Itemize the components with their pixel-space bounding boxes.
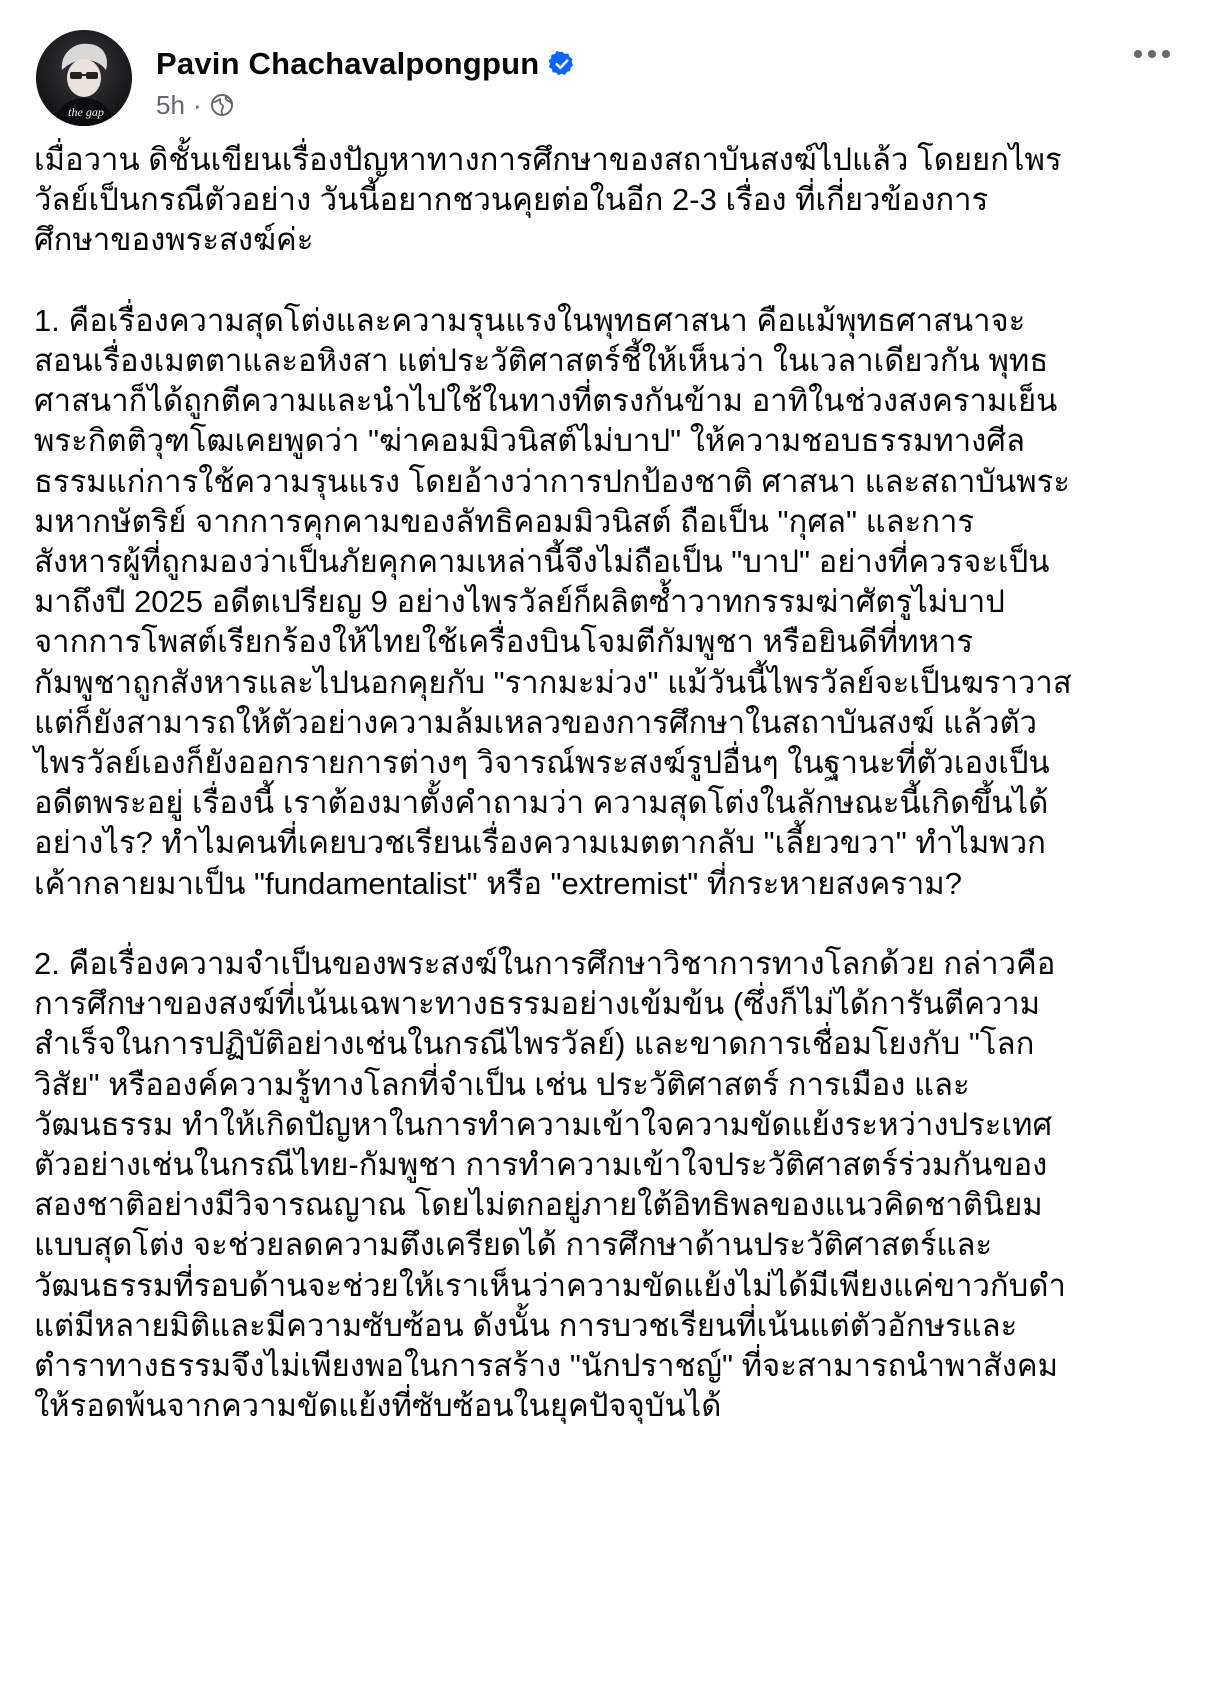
text-line: ตำราทางธรรมจึงไม่เพียงพอในการสร้าง "นักปราชญ์" ที่จะสามารถนำพาสังคม (34, 1348, 1059, 1384)
text-line: จากการโพสต์เรียกร้องให้ไทยใช้เครื่องบินโจมตีกัมพูชา หรือยินดีที่ทหาร (34, 624, 974, 660)
text-line: สองชาติอย่างมีวิจารณญาณ โดยไม่ตกอยู่ภายใต้อิทธิพลของแนวคิดชาตินิยม (34, 1187, 1043, 1223)
text-line: วัลย์เป็นกรณีตัวอย่าง วันนี้อยากชวนคุยต่อในอีก 2-3 เรื่อง ที่เกี่ยวข้องการ (34, 182, 989, 218)
text-line: ให้รอดพ้นจากความขัดแย้งที่ซับซ้อนในยุคปัจจุบันได้ (34, 1388, 722, 1424)
text-line: มหากษัตริย์ จากการคุกคามของลัทธิคอมมิวนิสต์ ถือเป็น "กุศล" และการ (34, 503, 975, 539)
text-line: ธรรมแก่การใช้ความรุนแรง โดยอ้างว่าการปกป้องชาติ ศาสนา และสถาบันพระ (34, 463, 1070, 499)
text-line: แต่ก็ยังสามารถให้ตัวอย่างความล้มเหลวของการศึกษาในสถาบันสงฆ์ แล้วตัว (34, 704, 1038, 740)
text-line: สอนเรื่องเมตตาและอหิงสา แต่ประวัติศาสตร์ชี้ให้เห็นว่า ในเวลาเดียวกัน พุทธ (34, 343, 1049, 378)
paragraph-point-2 (34, 944, 1184, 1426)
text-line: 1. คือเรื่องความสุดโต่งและความรุนแรงในพุทธศาสนา คือแม้พุทธศาสนาจะ (34, 302, 1026, 338)
text-line: อดีตพระอยู่ เรื่องนี้ เราต้องมาตั้งคำถามว่า ความสุดโต่งในลักษณะนี้เกิดขึ้นได้ (34, 785, 1049, 821)
text-line: มาถึงปี 2025 อดีตเปรียญ 9 อย่างไพรวัลย์ก็ผลิตซ้ำวาทกรรมฆ่าศัตรูไม่บาป (34, 584, 1005, 620)
text-line: เมื่อวาน ดิชั้นเขียนเรื่องปัญหาทางการศึกษาของสถาบันสงฆ์ไปแล้ว โดยยกไพร (34, 142, 1062, 177)
post-meta (156, 90, 234, 120)
text-line: 2. คือเรื่องความจำเป็นของพระสงฆ์ในการศึกษาวิชาการทางโลกด้วย กล่าวคือ (34, 946, 1056, 982)
text-line: สำเร็จในการปฏิบัติอย่างเช่นในกรณีไพรวัลย์) และขาดการเชื่อมโยงกับ "โลก (34, 1026, 1035, 1062)
text-line: ศึกษาของพระสงฆ์ค่ะ (34, 222, 314, 258)
avatar-caption: the gap (68, 105, 104, 119)
text-line: อย่างไร? ทำไมคนที่เคยบวชเรียนเรื่องความเมตตากลับ "เลี้ยวขวา" ทำไมพวก (34, 825, 1046, 861)
text-line: พระกิตติวุฑโฒเคยพูดว่า "ฆ่าคอมมิวนิสต์ไม่บาป" ให้ความชอบธรรมทางศีล (34, 423, 1025, 459)
avatar[interactable] (36, 30, 132, 126)
author-row (156, 42, 576, 86)
post-body (34, 140, 1184, 1467)
meta-separator: · (192, 89, 202, 120)
paragraph-point-1 (34, 301, 1184, 904)
text-line: วัฒนธรรม ทำให้เกิดปัญหาในการทำความเข้าใจความขัดแย้งระหว่างประเทศ (34, 1106, 1053, 1142)
more-horizontal-icon (1132, 49, 1172, 59)
post-header (36, 30, 1186, 130)
text-line: แบบสุดโต่ง จะช่วยลดความตึงเครียดได้ การศึกษาด้านประวัติศาสตร์และ (34, 1227, 993, 1263)
timestamp[interactable]: 5h (156, 89, 185, 120)
globe-icon[interactable] (210, 93, 234, 117)
text-line: กัมพูชาถูกสังหารและไปนอกคุยกับ "รากมะม่วง" แม้วันนี้ไพรวัลย์จะเป็นฆราวาส (34, 664, 1072, 700)
text-line: สังหารผู้ที่ถูกมองว่าเป็นภัยคุกคามเหล่านี้จึงไม่ถือเป็น "บาป" อย่างที่ควรจะเป็น (34, 544, 1050, 580)
text-line: ตัวอย่างเช่นในกรณีไทย-กัมพูชา การทำความเข้าใจประวัติศาสตร์ร่วมกันของ (34, 1147, 1048, 1183)
author-name[interactable]: Pavin Chachavalpongpun (156, 46, 540, 81)
text-line: การศึกษาของสงฆ์ที่เน้นเฉพาะทางธรรมอย่างเข้มข้น (ซึ่งก็ไม่ได้การันตีความ (34, 986, 1041, 1022)
more-options-button[interactable] (1124, 34, 1180, 74)
avatar-portrait (36, 30, 132, 126)
paragraph-intro (34, 140, 1184, 261)
text-line: ศาสนาก็ได้ถูกตีความและนำไปใช้ในทางที่ตรงกันข้าม อาทิในช่วงสงครามเย็น (34, 383, 1058, 419)
verified-badge-icon (548, 50, 576, 78)
text-line: แต่มีหลายมิติและมีความซับซ้อน ดังนั้น การบวชเรียนที่เน้นแต่ตัวอักษรและ (34, 1307, 1018, 1343)
text-line: วิสัย" หรือองค์ความรู้ทางโลกที่จำเป็น เช่น ประวัติศาสตร์ การเมือง และ (34, 1066, 970, 1102)
text-line: เค้ากลายมาเป็น "fundamentalist" หรือ "extremist" ที่กระหายสงคราม? (34, 865, 962, 901)
text-line: วัฒนธรรมที่รอบด้านจะช่วยให้เราเห็นว่าความขัดแย้งไม่ได้มีเพียงแค่ขาวกับดำ (34, 1267, 1066, 1303)
text-line: ไพรวัลย์เองก็ยังออกรายการต่างๆ วิจารณ์พระสงฆ์รูปอื่นๆ ในฐานะที่ตัวเองเป็น (34, 745, 1050, 781)
